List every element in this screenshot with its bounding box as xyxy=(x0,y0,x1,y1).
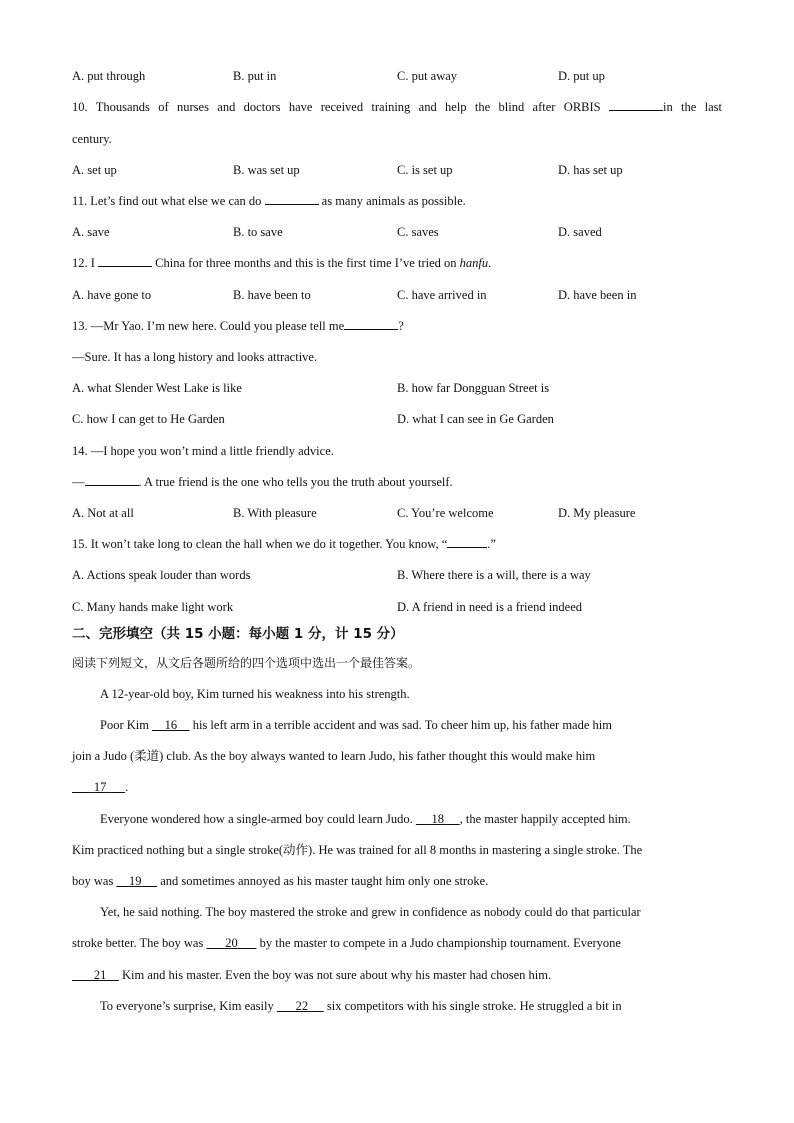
passage-p3-line1: Yet, he said nothing. The boy mastered the stroke and grew in confidence as nobody could do that particular xyxy=(100,905,641,919)
q13-reply: —Sure. It has a long history and looks attractive. xyxy=(72,350,318,364)
q12-option-a[interactable]: A. have gone to xyxy=(72,288,152,302)
blank-17[interactable]: 17 xyxy=(93,780,107,794)
section-instruction: 阅读下列短文，从文后各题所给的四个选项中选出一个最佳答案。 xyxy=(72,656,421,670)
q10-blank xyxy=(609,99,663,111)
q13-option-b[interactable]: B. how far Dongguan Street is xyxy=(397,381,550,395)
q11-option-c[interactable]: C. saves xyxy=(397,225,439,239)
q14-stem: 14. —I hope you won’t mind a little friendly advice. xyxy=(72,444,334,458)
passage-p2-line1: Everyone wondered how a single-armed boy could learn Judo. 18 , the master happily accepted him. xyxy=(100,812,631,826)
q12-blank xyxy=(98,255,152,267)
q11-option-b[interactable]: B. to save xyxy=(233,225,283,239)
passage-p3-line3: 21 Kim and his master. Even the boy was not sure about why his master had chosen him. xyxy=(72,967,722,983)
q12-option-b[interactable]: B. have been to xyxy=(233,288,311,302)
blank-20[interactable]: 20 xyxy=(225,936,238,950)
blank-22[interactable]: 22 xyxy=(295,999,309,1013)
blank-18[interactable]: 18 xyxy=(431,812,445,826)
q14-option-a[interactable]: A. Not at all xyxy=(72,506,134,520)
q15-stem: 15. It won’t take long to clean the hall when we do it together. You know, “ .” xyxy=(72,537,496,551)
q10-option-b[interactable]: B. was set up xyxy=(233,163,300,177)
passage-p1-line2: join a Judo (柔道) club. As the boy always wanted to learn Judo, his father thought this would make him xyxy=(72,749,596,763)
q13-stem: 13. —Mr Yao. I’m new here. Could you please tell me ? xyxy=(72,319,404,333)
q15-blank xyxy=(447,536,487,548)
q14-reply: — . A true friend is the one who tells you the truth about yourself. xyxy=(72,475,453,489)
blank-21[interactable]: 21 xyxy=(93,968,107,982)
q13-blank xyxy=(344,318,398,330)
q13-option-a[interactable]: A. what Slender West Lake is like xyxy=(72,381,242,395)
q10-option-c[interactable]: C. is set up xyxy=(397,163,453,177)
q13-option-c[interactable]: C. how I can get to He Garden xyxy=(72,412,225,426)
q15-option-b[interactable]: B. Where there is a will, there is a way xyxy=(397,568,591,582)
q15-option-c[interactable]: C. Many hands make light work xyxy=(72,600,234,614)
q11-blank xyxy=(265,193,319,205)
section-heading: 二、完形填空（共 15 小题：每小题 1 分，计 15 分） xyxy=(72,626,404,642)
q14-option-c[interactable]: C. You’re welcome xyxy=(397,506,494,520)
q14-option-d[interactable]: D. My pleasure xyxy=(558,506,636,520)
q15-option-a[interactable]: A. Actions speak louder than words xyxy=(72,568,251,582)
q12-option-d[interactable]: D. have been in xyxy=(558,288,637,302)
passage-p2-line3: boy was 19 and sometimes annoyed as his master taught him only one stroke. xyxy=(72,874,489,888)
blank-19[interactable]: 19 xyxy=(128,874,142,888)
blank-16[interactable]: 16 xyxy=(164,718,178,732)
q9-option-b[interactable]: B. put in xyxy=(233,69,277,83)
q15-option-d[interactable]: D. A friend in need is a friend indeed xyxy=(397,600,583,614)
q9-option-c[interactable]: C. put away xyxy=(397,69,458,83)
q11-stem: 11. Let’s find out what else we can do as many animals as possible. xyxy=(72,194,466,208)
q10-option-a[interactable]: A. set up xyxy=(72,163,117,177)
passage-p4-line1: To everyone’s surprise, Kim easily 22 six competitors with his single stroke. He struggled a bit in xyxy=(100,999,622,1013)
q12-option-c[interactable]: C. have arrived in xyxy=(397,288,487,302)
q12-stem: 12. I China for three months and this is the first time I’ve tried on hanfu. xyxy=(72,256,492,270)
q13-option-d[interactable]: D. what I can see in Ge Garden xyxy=(397,412,554,426)
q11-option-d[interactable]: D. saved xyxy=(558,225,602,239)
q9-option-a[interactable]: A. put through xyxy=(72,69,146,83)
q9-option-d[interactable]: D. put up xyxy=(558,69,605,83)
q10-stem-cont: century. xyxy=(72,132,112,146)
q11-option-a[interactable]: A. save xyxy=(72,225,110,239)
q10-option-d[interactable]: D. has set up xyxy=(558,163,623,177)
q14-blank xyxy=(85,474,139,486)
passage-p1-line3: 17 . xyxy=(72,779,722,795)
passage-p3-line2: stroke better. The boy was 20 by the master to compete in a Judo championship tournament. Everyone xyxy=(72,936,621,950)
q14-option-b[interactable]: B. With pleasure xyxy=(233,506,317,520)
passage-p1-line1: Poor Kim 16 his left arm in a terrible accident and was sad. To cheer him up, his father made him xyxy=(100,718,612,732)
q10-stem: 10. Thousands of nurses and doctors have received training and help the blind after ORBIS in the last xyxy=(72,100,723,114)
passage-title-line: A 12-year-old boy, Kim turned his weakness into his strength. xyxy=(100,687,410,701)
passage-p2-line2: Kim practiced nothing but a single stroke(动作). He was trained for all 8 months in mastering a single stroke. The xyxy=(72,843,643,857)
